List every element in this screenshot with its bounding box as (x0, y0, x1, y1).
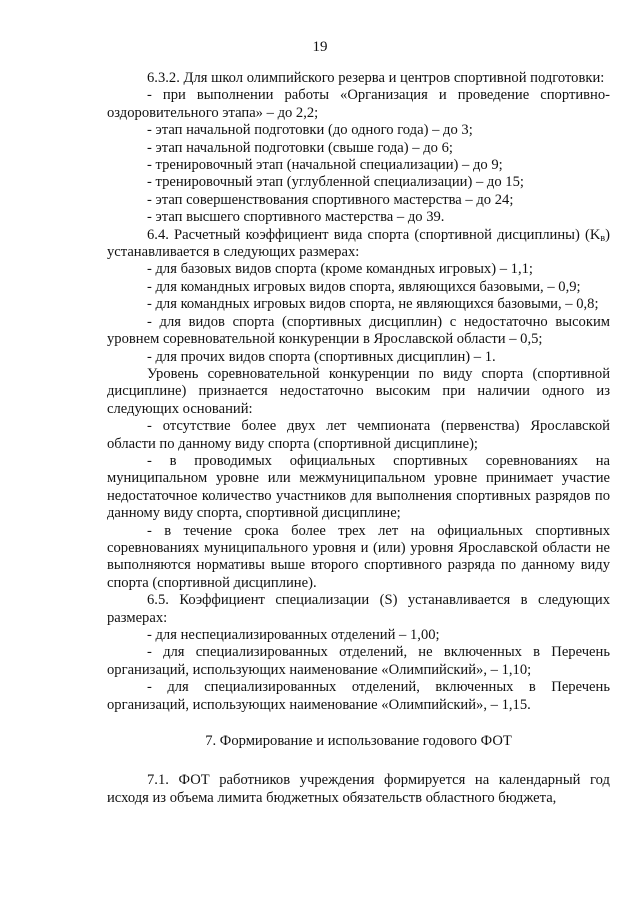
spacer (107, 714, 610, 733)
section-heading: 7. Формирование и использование годового ФОТ (205, 733, 512, 750)
page-number: 19 (312, 39, 328, 55)
list-item: - для базовых видов спорта (кроме командных игровых) – 1,1; (147, 261, 533, 278)
spacer (107, 750, 610, 772)
coefficient-subscript: в (600, 232, 606, 244)
paragraph-6-4-text-end: ) устанавливается в следующих размерах: (107, 226, 610, 261)
list-item: - для неспециализированных отделений – 1,00; (147, 627, 440, 643)
paragraph: 7.1. ФОТ работников учреждения формируется на календарный год исходя из объема лимита бюджетных обязательств областного бюджета, (107, 772, 610, 806)
list-item: - для командных игровых видов спорта, являющихся базовыми, – 0,9; (147, 278, 581, 295)
paragraph-6-4-text: 6.4. Расчетный коэффициент вида спорта (спортивной дисциплины) (K (147, 226, 601, 243)
paragraph-6-4 (107, 227, 610, 262)
list-item: - этап высшего спортивного мастерства – до 39. (147, 209, 445, 226)
paragraph: 6.5. Коэффициент специализации (S) устанавливается в следующих размерах: (107, 592, 610, 626)
paragraph: 6.3.2. Для школ олимпийского резерва и центров спортивной подготовки: (147, 70, 605, 86)
list-item: - для прочих видов спорта (спортивных дисциплин) – 1. (147, 348, 496, 365)
list-item: - при выполнении работы «Организация и проведение спортивно-оздоровительного этапа» – до 2,2; (107, 87, 610, 121)
list-item: - для специализированных отделений, включенных в Перечень организаций, использующих наименование «Олимпийский», – 1,15. (107, 679, 610, 713)
list-item: - этап начальной подготовки (до одного года) – до 3; (147, 122, 473, 139)
list-item: - для командных игровых видов спорта, не являющихся базовыми, – 0,8; (147, 296, 599, 313)
list-item: - для специализированных отделений, не включенных в Перечень организаций, использующих наименование «Олимпийский», – 1,10; (107, 644, 610, 678)
list-item: - этап начальной подготовки (свыше года) – до 6; (147, 139, 453, 156)
list-item: - в проводимых официальных спортивных соревнованиях на муниципальном уровне или межмуниципальном уровне принимает участие недостаточное количество участников для выполнения спортивных разрядов по данному виду спорта, спортивной дисциплине; (107, 452, 610, 522)
list-item: - отсутствие более двух лет чемпионата (первенства) Ярославской области по данному виду спорта (спортивной дисциплине); (107, 418, 610, 452)
document-body (107, 70, 610, 807)
list-item: - в течение срока более трех лет на официальных спортивных соревнованиях муниципального уровня и (или) уровня Ярославской области не выполняются нормативы выше второго спортивного разряда по данному виду спорта (спортивной дисциплине). (107, 522, 610, 591)
paragraph: Уровень соревновательной конкуренции по виду спорта (спортивной дисциплине) признается недостаточно высоким при наличии одного из следующих оснований: (107, 365, 610, 417)
list-item: - тренировочный этап (начальной специализации) – до 9; (147, 157, 503, 174)
list-item: - этап совершенствования спортивного мастерства – до 24; (147, 191, 514, 208)
list-item: - тренировочный этап (углубленной специализации) – до 15; (147, 174, 524, 191)
list-item: - для видов спорта (спортивных дисциплин) с недостаточно высоким уровнем соревновательной конкуренции в Ярославской области – 0,5; (107, 313, 610, 348)
